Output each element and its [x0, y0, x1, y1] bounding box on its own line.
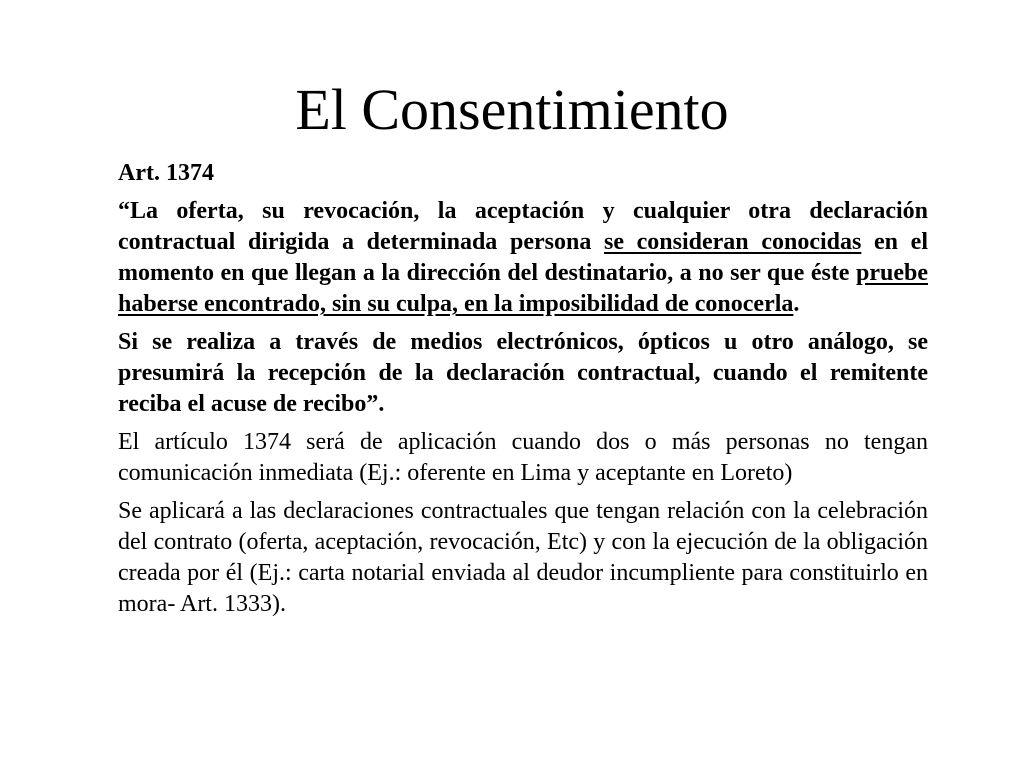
quote-underlined-text-1: se consideran conocidas [603, 229, 862, 255]
quote-underlined-text-2: pruebe haberse encontrado, sin su culpa, en la imposibilidad de conocerla [118, 260, 928, 317]
article-quote-paragraph-2: Si se realiza a través de medios electrónicos, ópticos u otro análogo, se presumirá la recepción de la declaración contractual, cuando el remitente reciba el acuse de recibo”. [118, 329, 928, 417]
explanation-paragraph-1: El artículo 1374 será de aplicación cuando dos o más personas no tengan comunicación inmediata (Ej.: oferente en Lima y aceptante en Loreto) [118, 429, 928, 486]
article-heading: Art. 1374 [118, 160, 214, 186]
quote-text-1: “La oferta, su revocación, la aceptación y cualquier otra declaración contractual dirigida a determinada persona [118, 198, 928, 255]
slide-title: El Consentimiento [295, 77, 729, 142]
quote-text-2: en el momento en que llegan a la dirección del destinatario, a no ser que éste [118, 229, 928, 286]
article-quote-paragraph-1 [118, 196, 928, 320]
slide-body [118, 158, 928, 627]
quote-text-3: . [793, 291, 800, 317]
explanation-paragraph-2: Se aplicará a las declaraciones contractuales que tengan relación con la celebración del contrato (oferta, aceptación, revocación, Etc) y con la ejecución de la obligación creada por él (Ej.: carta notarial enviada al deudor incumpliente para constituirlo en mora- Art. 1333). [118, 498, 928, 617]
